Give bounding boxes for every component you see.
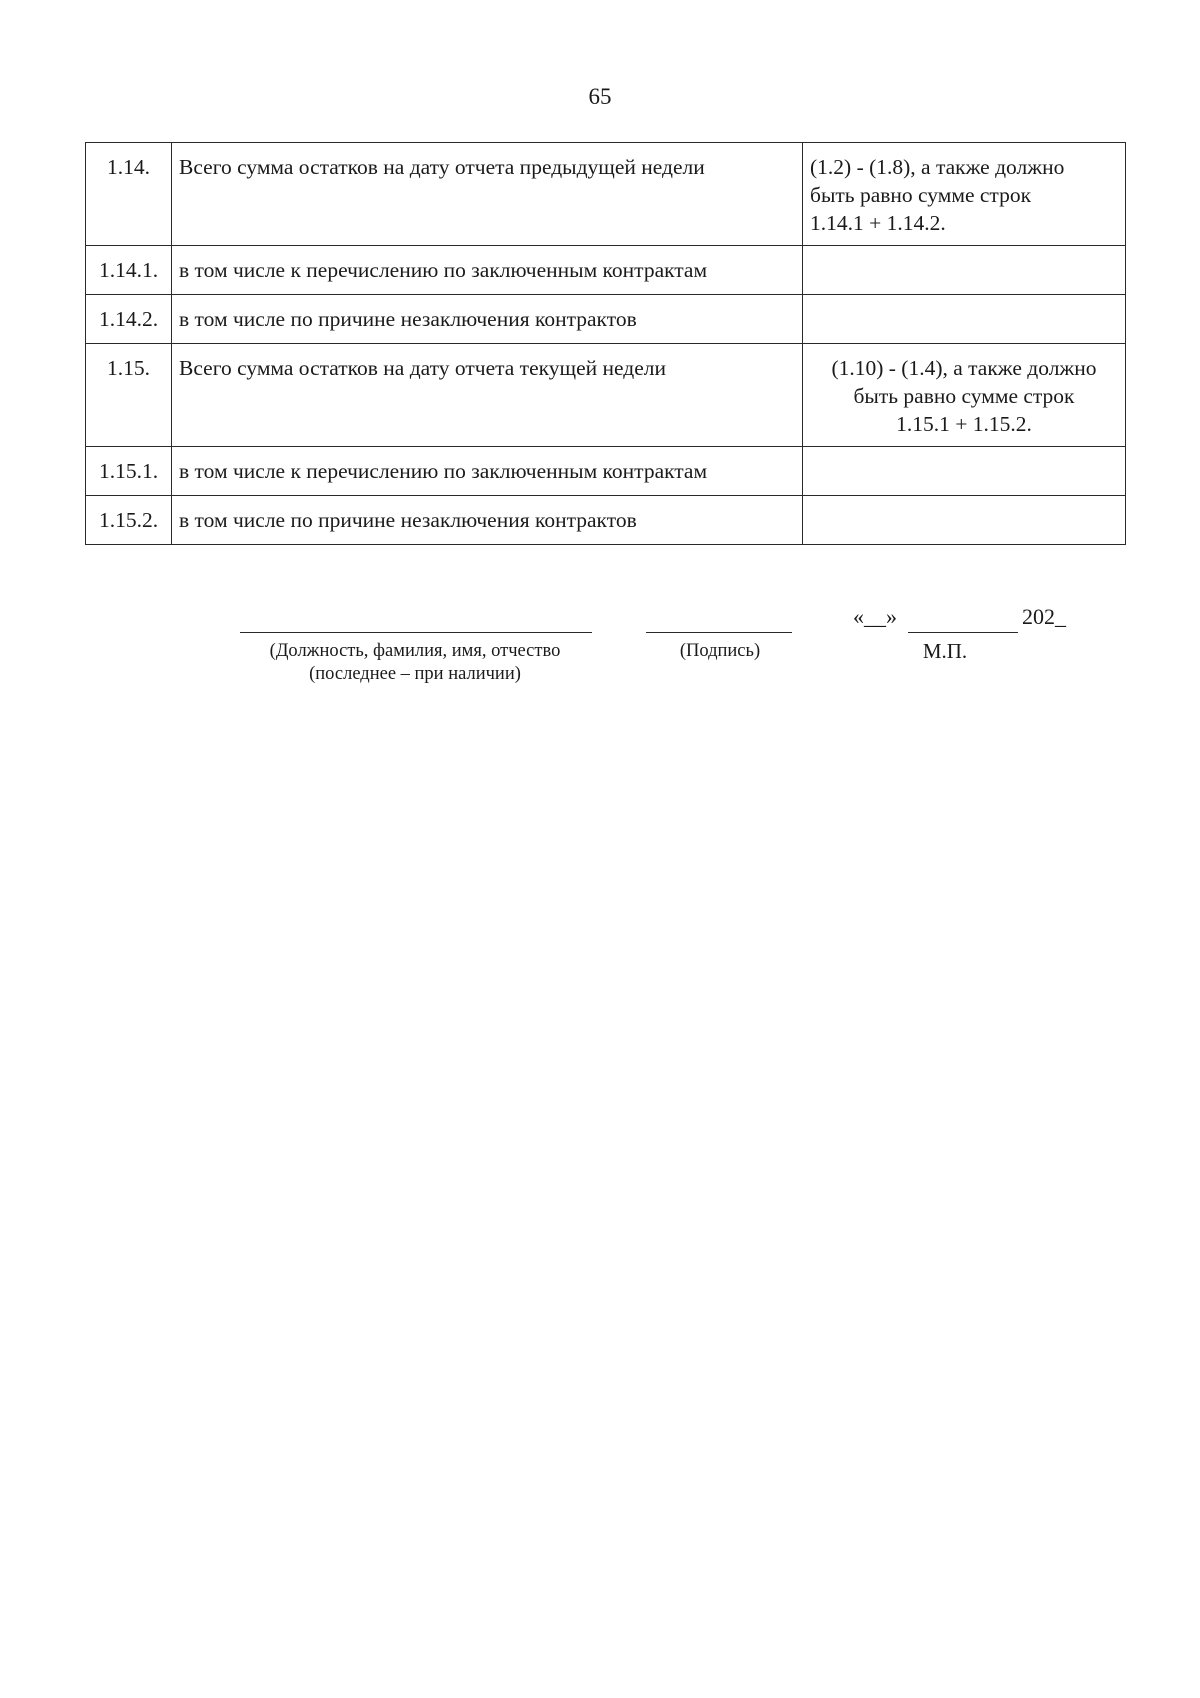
row-code: 1.15.1. bbox=[86, 447, 172, 496]
page-number: 65 bbox=[588, 84, 612, 109]
note-line: 1.15.1 + 1.15.2. bbox=[896, 412, 1032, 436]
row-description: в том числе к перечислению по заключенным контрактам bbox=[172, 246, 803, 295]
table-row bbox=[86, 143, 1126, 246]
note-line: быть равно сумме строк bbox=[853, 384, 1075, 408]
row-description: в том числе по причине незаключения контрактов bbox=[172, 496, 803, 545]
position-name-line bbox=[240, 632, 592, 633]
date-year: 202_ bbox=[1022, 604, 1066, 629]
row-code: 1.15. bbox=[86, 344, 172, 447]
position-name-caption bbox=[230, 640, 600, 686]
position-caption-line: (последнее – при наличии) bbox=[309, 664, 521, 684]
signature-line bbox=[646, 632, 792, 633]
report-table bbox=[85, 142, 1126, 545]
note-line: (1.2) - (1.8), а также должно bbox=[810, 155, 1065, 179]
row-note bbox=[803, 246, 1126, 295]
row-note bbox=[803, 143, 1126, 246]
signature-block bbox=[0, 604, 1200, 690]
row-description: в том числе к перечислению по заключенным контрактам bbox=[172, 447, 803, 496]
table-row bbox=[86, 344, 1126, 447]
row-description: Всего сумма остатков на дату отчета предыдущей недели bbox=[172, 143, 803, 246]
row-note bbox=[803, 344, 1126, 447]
note-line: быть равно сумме строк bbox=[810, 183, 1032, 207]
table-row bbox=[86, 295, 1126, 344]
table-row bbox=[86, 447, 1126, 496]
row-note bbox=[803, 295, 1126, 344]
table-row bbox=[86, 496, 1126, 545]
row-code: 1.14. bbox=[86, 143, 172, 246]
row-code: 1.14.2. bbox=[86, 295, 172, 344]
row-code: 1.14.1. bbox=[86, 246, 172, 295]
table-row bbox=[86, 246, 1126, 295]
row-description: в том числе по причине незаключения контрактов bbox=[172, 295, 803, 344]
row-code: 1.15.2. bbox=[86, 496, 172, 545]
stamp-caption: М.П. bbox=[922, 639, 968, 663]
row-description: Всего сумма остатков на дату отчета текущей недели bbox=[172, 344, 803, 447]
note-line: (1.10) - (1.4), а также должно bbox=[831, 356, 1097, 380]
note-line: 1.14.1 + 1.14.2. bbox=[810, 211, 946, 235]
row-note bbox=[803, 447, 1126, 496]
position-caption-line: (Должность, фамилия, имя, отчество bbox=[269, 641, 561, 661]
date-day: «__» bbox=[853, 604, 897, 629]
row-note bbox=[803, 496, 1126, 545]
signature-caption: (Подпись) bbox=[679, 641, 761, 661]
date-month-line bbox=[908, 632, 1018, 633]
